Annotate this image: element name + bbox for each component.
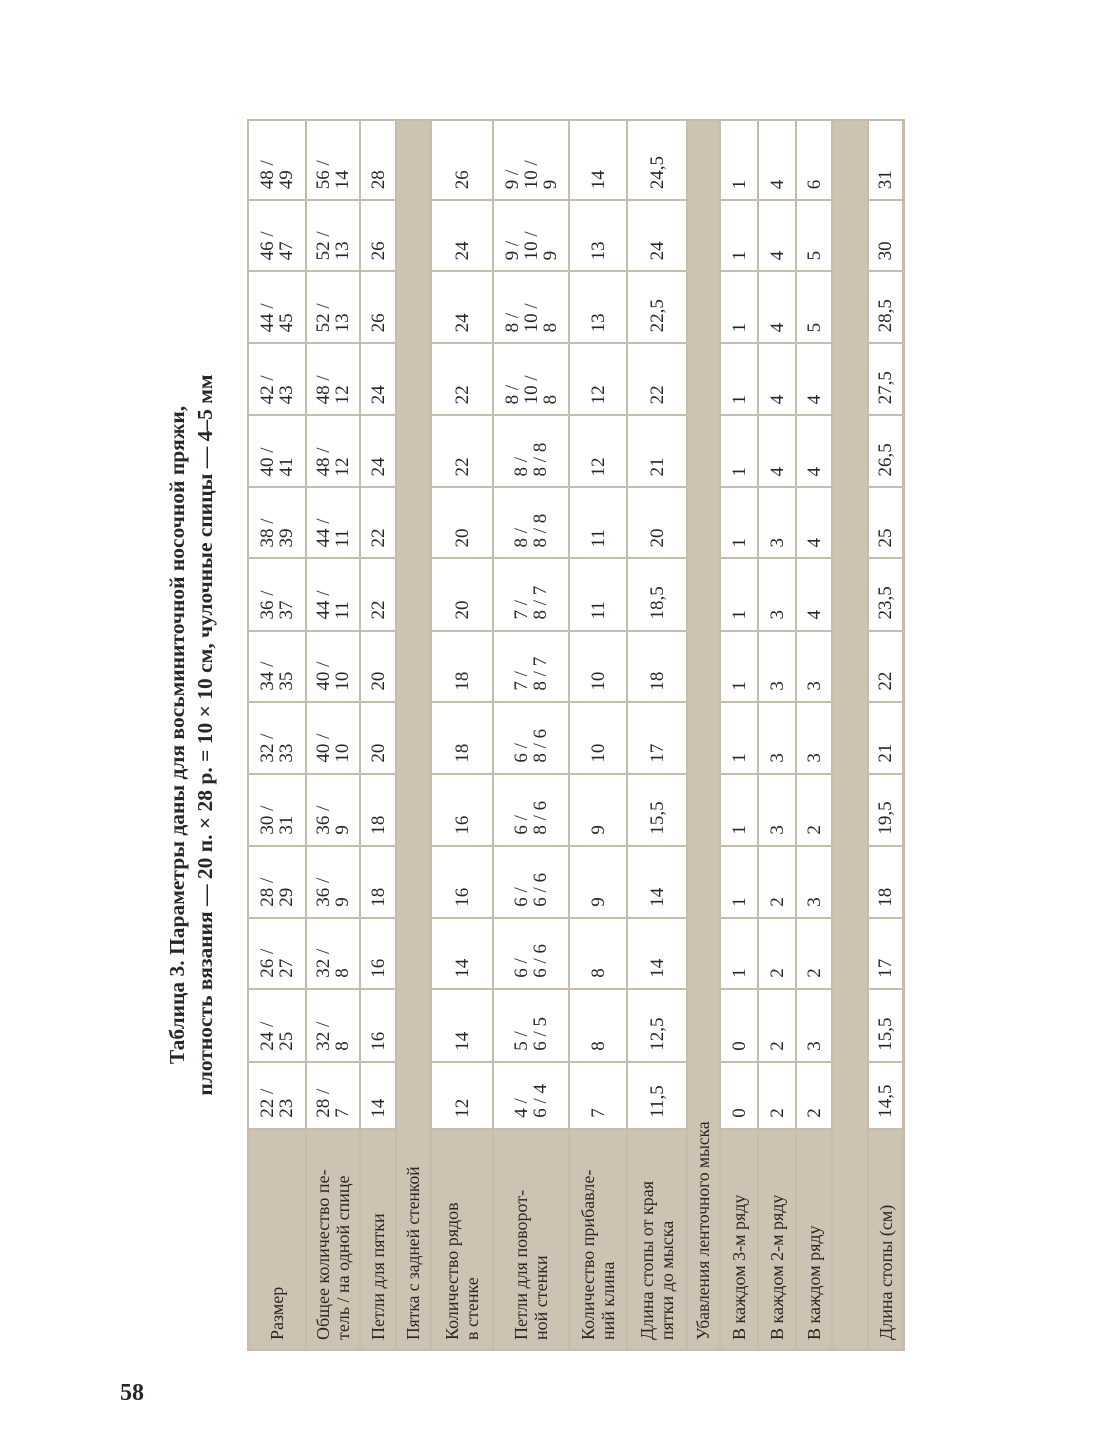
table-cell: 9 [569, 846, 627, 918]
table-cell: 36 / 37 [248, 558, 306, 630]
table-cell: 17 [627, 702, 687, 774]
table-cell: 22 [627, 343, 687, 415]
table-cell: 10 [569, 631, 627, 702]
table-cell: 31 [868, 120, 904, 200]
table-cell: 1 [720, 487, 758, 558]
table-cell: 4 [758, 415, 796, 487]
table-cell: 24 [431, 271, 493, 343]
table-cell: 3 [758, 702, 796, 774]
table-row [627, 120, 687, 1350]
table-cell: 11 [569, 558, 627, 630]
table-row [431, 120, 493, 1350]
table-cell: 2 [796, 1062, 832, 1129]
table-cell: 1 [720, 631, 758, 702]
table-cell: 21 [627, 415, 687, 487]
table-cell: 1 [720, 558, 758, 630]
table-cell: 22 [868, 631, 904, 702]
table-cell: 30 / 31 [248, 774, 306, 846]
row-label: В каждом 2-м ряду [758, 1129, 796, 1350]
table-cell: 16 [431, 846, 493, 918]
table-row [758, 120, 796, 1350]
table-cell: 25 [868, 487, 904, 558]
table-cell: 3 [758, 487, 796, 558]
table-caption [163, 119, 247, 1351]
table-cell: 20 [360, 631, 396, 702]
table-row [360, 120, 396, 1350]
table-cell: 4 [796, 343, 832, 415]
table-cell: 19,5 [868, 774, 904, 846]
table-cell: 9 [569, 774, 627, 846]
table-cell: 4 [758, 120, 796, 200]
table-cell: 14 [627, 918, 687, 989]
page-number: 58 [120, 1380, 144, 1406]
rotated-table-block [163, 119, 921, 1351]
row-label: Количество прибавле- ний клина [569, 1129, 627, 1350]
table-row [569, 120, 627, 1350]
table-cell: 4 [758, 271, 796, 343]
table-cell: 26 [431, 120, 493, 200]
table-cell: 27,5 [868, 343, 904, 415]
table-cell: 2 [796, 774, 832, 846]
table-cell: 36 / 9 [306, 846, 360, 918]
section-row [396, 120, 431, 1350]
table-cell: 12 [569, 343, 627, 415]
table-cell: 22 / 23 [248, 1062, 306, 1129]
table-cell: 8 / 8 / 8 [493, 415, 569, 487]
table-cell: 11,5 [627, 1062, 687, 1129]
row-label: Петли для пятки [360, 1129, 396, 1350]
table-cell: 18 [431, 702, 493, 774]
table-cell: 15,5 [868, 989, 904, 1062]
table-cell: 20 [431, 558, 493, 630]
table-cell: 24,5 [627, 120, 687, 200]
table-cell: 3 [758, 558, 796, 630]
table-cell: 6 [796, 120, 832, 200]
table-cell: 24 [431, 200, 493, 271]
table-cell: 4 [758, 200, 796, 271]
table-cell: 8 [569, 989, 627, 1062]
table-cell: 18 [868, 846, 904, 918]
table-cell: 1 [720, 774, 758, 846]
table-cell: 18 [360, 846, 396, 918]
table-cell: 6 / 6 / 6 [493, 918, 569, 989]
table-cell: 1 [720, 200, 758, 271]
section-row [687, 120, 720, 1350]
table-cell: 10 [569, 702, 627, 774]
table-cell: 26 / 27 [248, 918, 306, 989]
table-cell: 12 [569, 415, 627, 487]
table-cell: 13 [569, 271, 627, 343]
table-cell: 4 / 6 / 4 [493, 1062, 569, 1129]
table-cell: 40 / 10 [306, 631, 360, 702]
table-cell: 3 [758, 774, 796, 846]
table-cell: 48 / 49 [248, 120, 306, 200]
row-label: Количество рядов в стенке [431, 1129, 493, 1350]
table-cell: 21 [868, 702, 904, 774]
table-cell: 22 [431, 343, 493, 415]
spacer-cell [832, 120, 868, 1350]
table-cell: 6 / 6 / 6 [493, 846, 569, 918]
table-cell: 56 / 14 [306, 120, 360, 200]
table-cell: 2 [796, 918, 832, 989]
table-cell: 6 / 8 / 6 [493, 702, 569, 774]
table-cell: 1 [720, 846, 758, 918]
table-cell: 20 [360, 702, 396, 774]
table-cell: 9 / 10 / 9 [493, 200, 569, 271]
table-cell: 8 / 10 / 8 [493, 343, 569, 415]
table-cell: 7 / 8 / 7 [493, 631, 569, 702]
table-cell: 3 [796, 631, 832, 702]
table-cell: 32 / 8 [306, 989, 360, 1062]
table-cell: 3 [796, 989, 832, 1062]
table-cell: 24 [627, 200, 687, 271]
table-cell: 14,5 [868, 1062, 904, 1129]
table-cell: 14 [431, 918, 493, 989]
table-cell: 44 / 11 [306, 487, 360, 558]
table-cell: 4 [796, 487, 832, 558]
caption-line-2: плотность вязания — 20 п. × 28 р. = 10 × 10 см, чулочные спицы — 4–5 мм [193, 374, 217, 1096]
table-cell: 46 / 47 [248, 200, 306, 271]
table-cell: 1 [720, 343, 758, 415]
table-cell: 42 / 43 [248, 343, 306, 415]
table-cell: 24 [360, 415, 396, 487]
table-cell: 28 [360, 120, 396, 200]
table-cell: 20 [431, 487, 493, 558]
spacer-row [832, 120, 868, 1350]
row-label: Размер [248, 1129, 306, 1350]
table-cell: 8 / 10 / 8 [493, 271, 569, 343]
table-cell: 1 [720, 271, 758, 343]
table-cell: 1 [720, 918, 758, 989]
table-cell: 5 [796, 271, 832, 343]
table-cell: 1 [720, 415, 758, 487]
table-cell: 2 [758, 989, 796, 1062]
table-cell: 16 [360, 918, 396, 989]
table-cell: 2 [758, 918, 796, 989]
table-cell: 18,5 [627, 558, 687, 630]
section-heading: Пятка с задней стенкой [396, 120, 431, 1350]
table-cell: 13 [569, 200, 627, 271]
table-row [306, 120, 360, 1350]
table-cell: 1 [720, 120, 758, 200]
row-label: Длина стопы от края пятки до мыска [627, 1129, 687, 1350]
table-cell: 28,5 [868, 271, 904, 343]
table-row [493, 120, 569, 1350]
table-cell: 0 [720, 989, 758, 1062]
table-cell: 48 / 12 [306, 343, 360, 415]
table-cell: 14 [569, 120, 627, 200]
table-cell: 12 [431, 1062, 493, 1129]
table-cell: 18 [627, 631, 687, 702]
table-cell: 0 [720, 1062, 758, 1129]
table-cell: 15,5 [627, 774, 687, 846]
table-cell: 26 [360, 200, 396, 271]
table-cell: 28 / 29 [248, 846, 306, 918]
row-label: Длина стопы (см) [868, 1129, 904, 1350]
table-cell: 16 [431, 774, 493, 846]
table-cell: 12,5 [627, 989, 687, 1062]
table-cell: 40 / 41 [248, 415, 306, 487]
table-cell: 6 / 8 / 6 [493, 774, 569, 846]
caption-line-1: Таблица 3. Параметры даны для восьминиточной носочной пряжи, [165, 405, 189, 1065]
table-cell: 7 / 8 / 7 [493, 558, 569, 630]
table-cell: 28 / 7 [306, 1062, 360, 1129]
table-cell: 32 / 8 [306, 918, 360, 989]
table-cell: 22 [431, 415, 493, 487]
table-row [796, 120, 832, 1350]
table-cell: 26,5 [868, 415, 904, 487]
table-row [720, 120, 758, 1350]
table-cell: 22,5 [627, 271, 687, 343]
table-cell: 20 [627, 487, 687, 558]
table-cell: 44 / 45 [248, 271, 306, 343]
table-cell: 14 [627, 846, 687, 918]
table-cell: 4 [796, 558, 832, 630]
table-cell: 9 / 10 / 9 [493, 120, 569, 200]
row-label: В каждом ряду [796, 1129, 832, 1350]
table-cell: 22 [360, 487, 396, 558]
table-cell: 8 / 8 / 8 [493, 487, 569, 558]
table-cell: 26 [360, 271, 396, 343]
table-cell: 32 / 33 [248, 702, 306, 774]
table-cell: 2 [758, 1062, 796, 1129]
table-cell: 7 [569, 1062, 627, 1129]
table-cell: 5 [796, 200, 832, 271]
table-cell: 24 / 25 [248, 989, 306, 1062]
row-label: Общее количество пе- тель / на одной спице [306, 1129, 360, 1350]
table-row [868, 120, 904, 1350]
table-cell: 17 [868, 918, 904, 989]
table-cell: 30 [868, 200, 904, 271]
table-cell: 18 [360, 774, 396, 846]
table-cell: 11 [569, 487, 627, 558]
row-label: Петли для поворот- ной стенки [493, 1129, 569, 1350]
table-cell: 3 [758, 631, 796, 702]
table-body [248, 120, 904, 1350]
table-cell: 52 / 13 [306, 200, 360, 271]
table-cell: 3 [796, 702, 832, 774]
table-cell: 14 [431, 989, 493, 1062]
table-cell: 1 [720, 702, 758, 774]
table-cell: 44 / 11 [306, 558, 360, 630]
table-cell: 3 [796, 846, 832, 918]
table-row [248, 120, 306, 1350]
table-cell: 22 [360, 558, 396, 630]
section-heading: Убавления ленточного мыска [687, 120, 720, 1350]
table-cell: 38 / 39 [248, 487, 306, 558]
sock-parameters-table [247, 119, 905, 1351]
table-cell: 5 / 6 / 5 [493, 989, 569, 1062]
table-cell: 48 / 12 [306, 415, 360, 487]
table-cell: 2 [758, 846, 796, 918]
table-cell: 23,5 [868, 558, 904, 630]
table-cell: 14 [360, 1062, 396, 1129]
table-cell: 4 [796, 415, 832, 487]
table-cell: 34 / 35 [248, 631, 306, 702]
table-cell: 18 [431, 631, 493, 702]
table-cell: 4 [758, 343, 796, 415]
table-cell: 24 [360, 343, 396, 415]
table-cell: 16 [360, 989, 396, 1062]
row-label: В каждом 3-м ряду [720, 1129, 758, 1350]
table-cell: 40 / 10 [306, 702, 360, 774]
table-cell: 36 / 9 [306, 774, 360, 846]
table-cell: 8 [569, 918, 627, 989]
table-cell: 52 / 13 [306, 271, 360, 343]
